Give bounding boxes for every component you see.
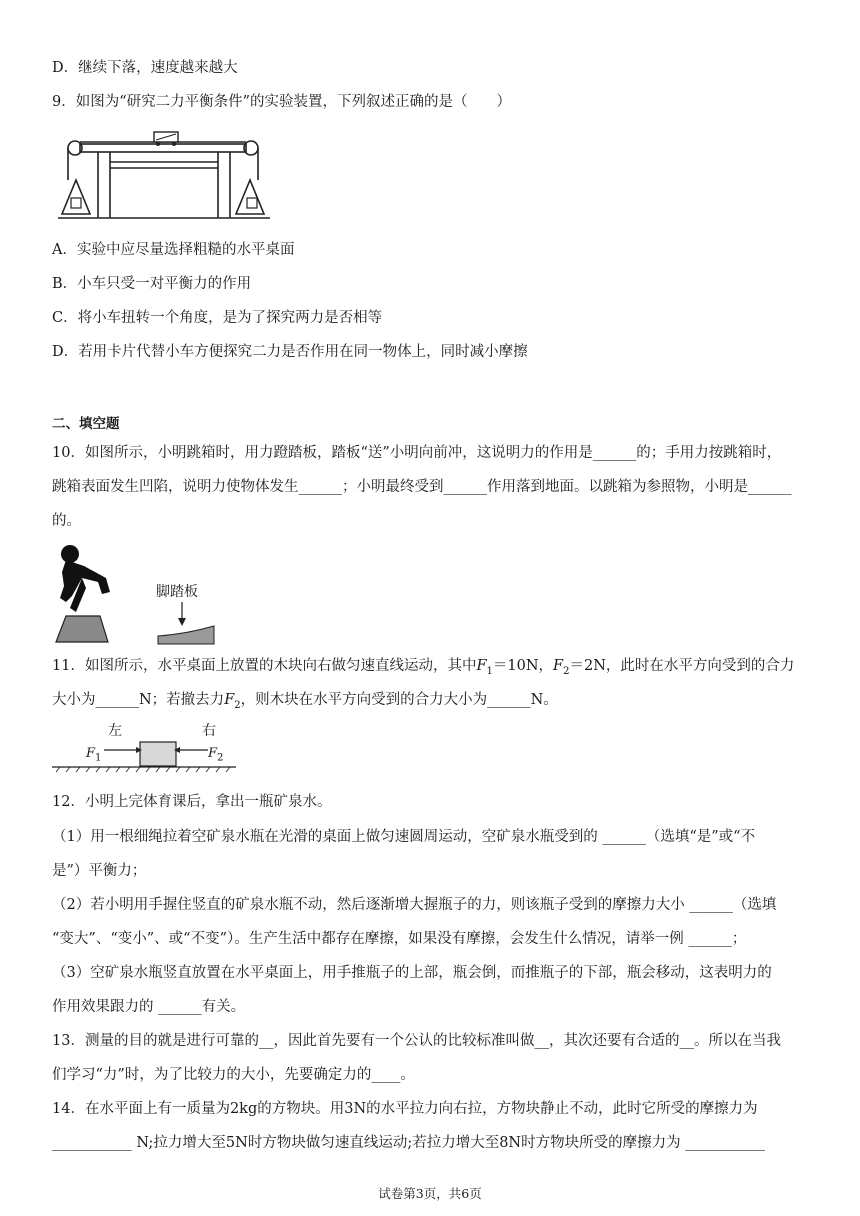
springboard-label: 脚踏板 xyxy=(156,584,198,600)
q11-line2-a: 大小为______N；若撤去力 xyxy=(52,692,225,708)
q11-line2-b: ，则木块在水平方向受到的合力大小为______N。 xyxy=(240,692,558,708)
q10-line3: 的。 xyxy=(52,513,81,529)
q14-line2: ___________ N;拉力增大至5N时方物块做匀速直线运动;若拉力增大至8N时方物块所受的摩擦力为 ___________ xyxy=(52,1135,765,1151)
fig-right-label: 右 xyxy=(202,723,216,739)
q12-p1b: 是”）平衡力； xyxy=(52,863,147,879)
q11-line2-sub: 2 xyxy=(234,699,241,711)
q10-line2: 跳箱表面发生凹陷，说明力使物体发生______；小明最终受到______作用落到地面。以跳箱为参照物，小明是______ xyxy=(52,479,792,495)
section-title: 二、填空题 xyxy=(52,416,120,432)
q11-line1 xyxy=(52,656,794,682)
q9-option-a: A．实验中应尽量选择粗糙的水平桌面 xyxy=(52,242,295,258)
vaulting-box-figure xyxy=(52,538,162,648)
q12-stem: 12．小明上完体育课后，拿出一瓶矿泉水。 xyxy=(52,794,332,810)
q12-p3a: （3）空矿泉水瓶竖直放置在水平桌面上，用手推瓶子的上部，瓶会倒，而推瓶子的下部，瓶会移动，这表明力的 xyxy=(52,965,772,981)
q11-line2-f: F xyxy=(224,692,235,708)
q10-line1: 10．如图所示，小明跳箱时，用力蹬踏板，踏板“送”小明向前冲，这说明力的作用是______的；手用力按跳箱时， xyxy=(52,445,782,461)
springboard-figure xyxy=(156,600,220,648)
fig-f1: F xyxy=(86,746,96,761)
q12-p3b: 作用效果跟力的 ______有关。 xyxy=(52,999,246,1015)
q12-p2b: “变大”、“变小”、或“不变”）。生产生活中都存在摩擦，如果没有摩擦，会发生什么情况，请举一例 ______； xyxy=(52,931,747,947)
fig-f2: F xyxy=(208,746,218,761)
q9-option-b: B．小车只受一对平衡力的作用 xyxy=(52,276,252,292)
q11-f2-sub: 2 xyxy=(563,665,570,677)
q12-p2a: （2）若小明用手握住竖直的矿泉水瓶不动，然后逐渐增大握瓶子的力，则该瓶子受到的摩擦力大小 ______（选填 xyxy=(52,897,777,913)
q8-option-d: D．继续下落，速度越来越大 xyxy=(52,60,238,76)
page-footer: 试卷第3页，共6页 xyxy=(378,1186,482,1201)
balance-apparatus-figure xyxy=(58,128,270,224)
q14-line1: 14．在水平面上有一质量为2kg的方物块。用3N的水平拉力向右拉，方物块静止不动，此时它所受的摩擦力为 xyxy=(52,1101,758,1117)
q11-line1-b: ＝2N，此时在水平方向受到的合力 xyxy=(569,658,795,674)
fig-f1-sub: 1 xyxy=(95,752,102,764)
q11-line2 xyxy=(52,690,558,716)
q13-line1: 13．测量的目的就是进行可靠的__，因此首先要有一个公认的比较标准叫做__，其次还要有合适的__。所以在当我 xyxy=(52,1033,781,1049)
q9-option-d: D．若用卡片代替小车方便探究二力是否作用在同一物体上，同时减小摩擦 xyxy=(52,344,528,360)
q11-f1: F xyxy=(476,658,487,674)
q12-p1a: （1）用一根细绳拉着空矿泉水瓶在光滑的桌面上做匀速圆周运动，空矿泉水瓶受到的 ______（选填“是”或“不 xyxy=(52,829,756,845)
fig-f2-sub: 2 xyxy=(217,752,224,764)
q9-stem: 9．如图为“研究二力平衡条件”的实验装置，下列叙述正确的是（ ） xyxy=(52,94,512,110)
q11-f2: F xyxy=(553,658,564,674)
q13-line2: 们学习“力”时，为了比较力的大小，先要确定力的____。 xyxy=(52,1067,415,1083)
fig-left-label: 左 xyxy=(108,723,122,739)
q11-mid1: ＝10N， xyxy=(492,658,554,674)
block-force-figure xyxy=(52,720,238,776)
block-force-drawing xyxy=(52,720,238,776)
q11-f1-sub: 1 xyxy=(486,665,493,677)
q11-line1-a: 11．如图所示，水平桌面上放置的木块向右做匀速直线运动，其中 xyxy=(52,658,477,674)
q9-option-c: C．将小车扭转一个角度，是为了探究两力是否相等 xyxy=(52,310,383,326)
